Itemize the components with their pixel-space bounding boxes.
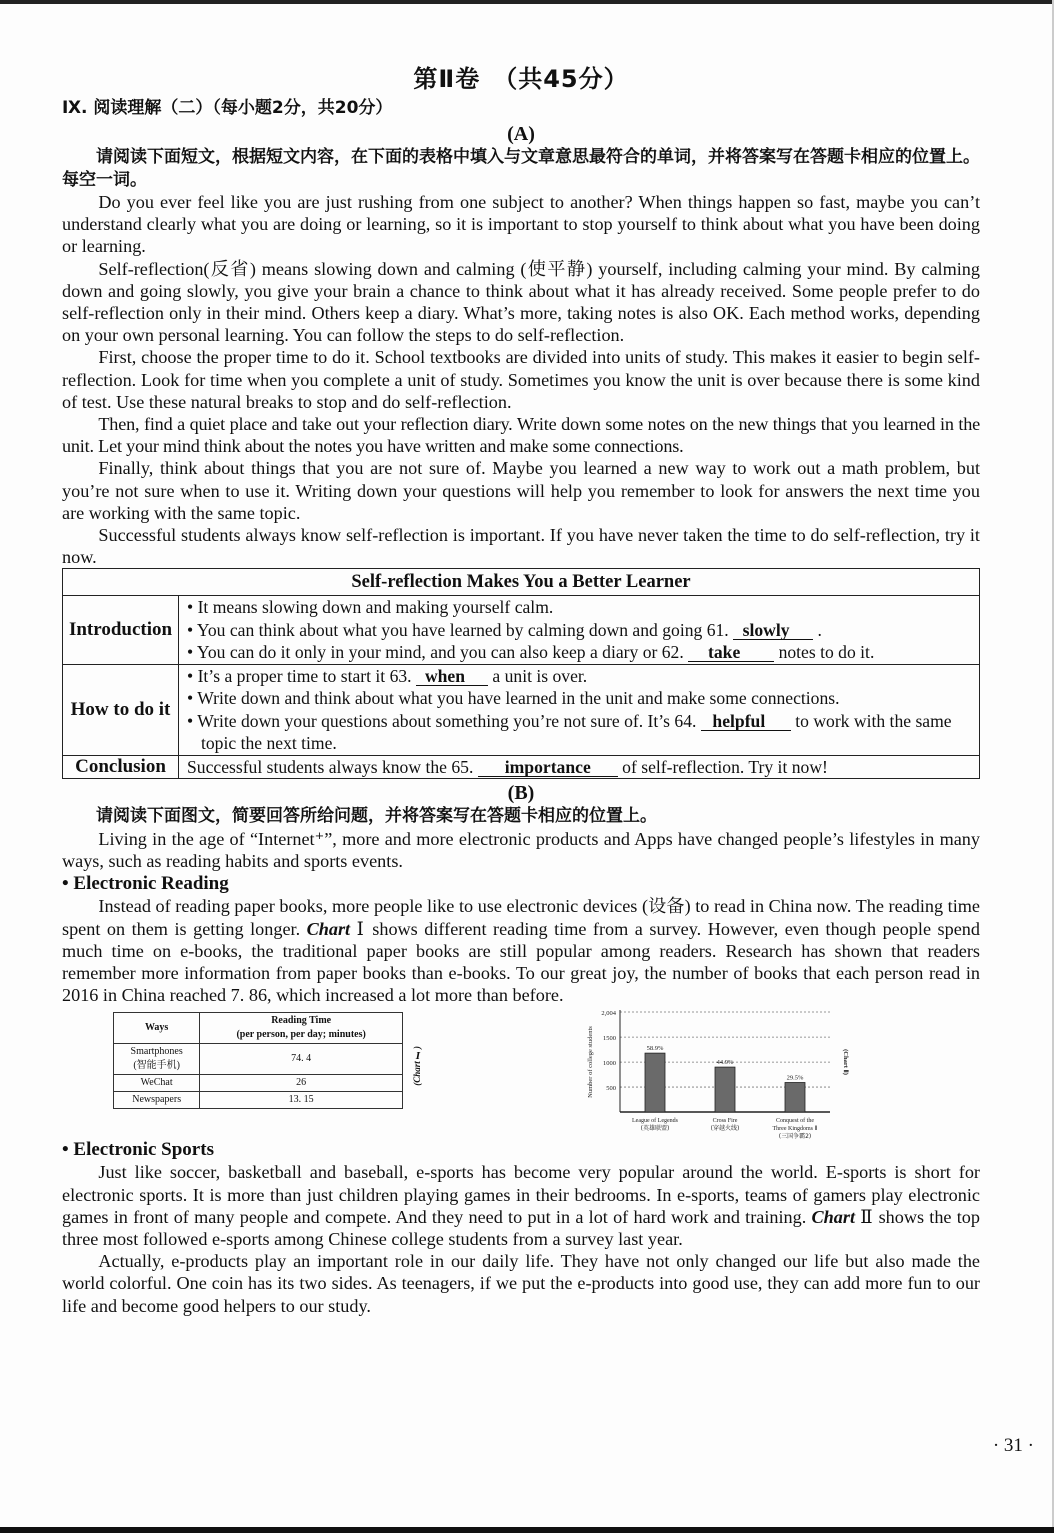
- summary-line: [187, 665, 971, 688]
- summary-line: [187, 757, 828, 777]
- bar-data-label: 58.9%: [646, 1045, 664, 1053]
- chart-1-header-time-text: Reading Time: [271, 1015, 332, 1027]
- summary-line-text: a unit is over.: [492, 665, 588, 686]
- exam-page: [62, 62, 980, 1317]
- summary-line-text: It’s a proper time to start it 63.: [197, 665, 412, 686]
- scan-bottom-edge: [0, 1527, 1054, 1533]
- reading-text-1: Instead of reading paper books, more people like to use electronic devices (设备) to read in China now. The reading time spent on them is getting longer.: [62, 896, 980, 939]
- electronic-sports-heading-text: Electronic Sports: [73, 1139, 214, 1161]
- answer-blank[interactable]: take: [688, 643, 774, 662]
- bullet-icon: •: [187, 710, 198, 731]
- reading-text-2: Ⅰ shows different reading time from a survey. However, even though people spend much time on e-books, the traditional paper books are still popular among readers. Research has shown that readers remember more information from paper books than e-books. To our great joy, the number of books that each person read in 2016 in China reached 7. 86, which increased a lot more than before.: [62, 918, 980, 1006]
- page-number: · 31 ·: [992, 1435, 1034, 1456]
- bullet-icon: •: [187, 642, 197, 663]
- summary-line-text: You can do it only in your mind, and you can also keep a diary or 62.: [196, 642, 684, 663]
- chart-1-row: [114, 1044, 403, 1075]
- summary-line-text: You can think about what you have learned by calming down and going 61.: [196, 619, 729, 640]
- chart-1-way: WeChat: [140, 1077, 173, 1089]
- y-axis-label: Number of college students: [587, 1026, 594, 1099]
- summary-line: [187, 687, 971, 710]
- passage-paragraph: First, choose the proper time to do it. School textbooks are divided into units of study. This makes it easier to begin self-reflection. Look for time when you complete a unit of study. Sometimes you know the unit is over because there is some kind of test. Use these natural breaks to stop and do self-reflection.: [62, 347, 980, 412]
- x-tick-label: League of Legends: [632, 1118, 678, 1125]
- passage-paragraph: Then, find a quiet place and take out your reflection diary. Write down some notes on the new things that you learned in the unit. Let your mind think about the notes you have written and make some connections.: [62, 414, 980, 457]
- bar-data-label: 29.5%: [786, 1074, 804, 1082]
- electronic-reading-paragraph: [62, 895, 980, 1006]
- bar: [715, 1067, 735, 1112]
- chart-1-way-cn: (智能手机): [133, 1060, 180, 1072]
- answer-blank[interactable]: helpful: [701, 712, 791, 731]
- chart-1-header-unit: (per person, per day; minutes): [236, 1029, 366, 1041]
- summary-line: [187, 596, 971, 619]
- summary-line-text: Write down and think about what you have learned in the unit and make some connections.: [197, 688, 840, 709]
- answer-blank[interactable]: when: [416, 667, 488, 686]
- chart-1-way-cell: [114, 1044, 200, 1075]
- answer-blank[interactable]: slowly: [733, 621, 813, 640]
- bar: [785, 1083, 805, 1112]
- summary-row-label: Conclusion: [63, 755, 179, 779]
- chart-1-way-cell: [114, 1075, 200, 1092]
- part-a-passage: [62, 191, 980, 568]
- electronic-reading-heading: [62, 872, 980, 895]
- passage-paragraph: Finally, think about things that you are not sure of. Maybe you learned a new way to work out a math problem, but you’re not sure when to use it. Writing down your questions will help you remember to look for answers the next time you are working with the same topic.: [62, 458, 980, 523]
- x-tick-label-cn: (三国争霸2): [778, 1133, 812, 1141]
- chart-2-caption: (Chart Ⅱ): [842, 1049, 849, 1076]
- chart-1-header-ways: Ways: [114, 1013, 200, 1044]
- chart-ref: Chart: [811, 1206, 856, 1227]
- answer-blank[interactable]: importance: [478, 758, 618, 777]
- part-a-instruction: 请阅读下面短文，根据短文内容，在下面的表格中填入与文章意思最符合的单词，并将答案写在答题卡相应的位置上。每空一词。: [62, 147, 980, 190]
- chart-1-table: [113, 1012, 403, 1109]
- summary-line-text: .: [817, 619, 822, 640]
- summary-line-text: of self-reflection. Try it now!: [622, 756, 828, 777]
- x-tick-label-cn: (英雄联盟): [640, 1125, 670, 1133]
- chart-1-way-cell: [114, 1092, 200, 1109]
- electronic-reading-heading-text: Electronic Reading: [73, 873, 229, 895]
- part-b-intro: Living in the age of “Internet⁺”, more and more electronic products and Apps have changed people’s lifestyles in many ways, such as reading habits and sports events.: [62, 828, 980, 872]
- x-tick-label: Conquest of the: [776, 1118, 814, 1125]
- bar: [645, 1053, 665, 1112]
- bullet-icon: •: [187, 597, 198, 618]
- sports-text-1: Just like soccer, basketball and baseball, e-sports has become very popular around the world. E-sports is short for electronic sports. It is more than just children playing games in their bedrooms. In e-sports, teams of gamers play electronic games in front of many people and compete. And they need to put in a lot of hard work and training.: [62, 1162, 980, 1227]
- summary-line-text: Write down your questions about something you’re not sure of. It’s 64.: [197, 710, 697, 731]
- summary-row: [63, 596, 980, 665]
- chart-1-row: [114, 1092, 403, 1109]
- summary-line: [187, 641, 971, 664]
- chart-1-value: 26: [200, 1075, 403, 1092]
- summary-row-content: [179, 664, 980, 755]
- chart-1-way: Smartphones: [130, 1046, 183, 1058]
- y-tick-label: 1500: [603, 1035, 616, 1043]
- x-tick-label-cn: (穿越火线): [710, 1125, 740, 1133]
- bullet-icon: •: [62, 1139, 74, 1161]
- summary-row-content: [179, 596, 980, 665]
- summary-line-text: to work with the same topic the next time.: [201, 710, 952, 754]
- chart-ref: Chart: [306, 918, 351, 939]
- section-heading: Ⅸ. 阅读理解（二）（每小题2分，共20分）: [62, 98, 393, 118]
- summary-line-text: Successful students always know the 65.: [187, 756, 474, 777]
- summary-line-text: notes to do it.: [778, 642, 875, 663]
- summary-line: [187, 619, 971, 642]
- sports-text-2: Ⅱ shows the top three most followed e-sports among Chinese college students from a survey last year.: [62, 1206, 980, 1249]
- x-tick-label: Three Kingdoms Ⅱ: [772, 1126, 818, 1133]
- summary-line: [187, 710, 971, 755]
- bullet-icon: •: [187, 619, 197, 640]
- closing-paragraph: Actually, e-products play an important role in our daily life. They have not only changed our life but also made the world colorful. One coin has its two sides. As teenagers, if we put the e-products into good use, they can add more fun to our life and become good helpers to our study.: [62, 1251, 980, 1316]
- summary-row-content: [179, 755, 980, 779]
- summary-table-title: Self-reflection Makes You a Better Learner: [63, 569, 980, 596]
- part-a-label: (A): [507, 123, 535, 145]
- part-b-label: (B): [507, 782, 535, 805]
- summary-line-text: It means slowing down and making yourself calm.: [197, 597, 554, 618]
- paper-title: 第Ⅱ卷 （共45分）: [413, 65, 629, 93]
- chart-1-value: 13. 15: [200, 1092, 403, 1109]
- passage-paragraph: Self-reflection(反省) means slowing down and calming (使平静) yourself, including calming your mind. By calming down and going slowly, you give your brain a chance to think about what it has already received. Some people prefer to do self-reflection only in their mind. Others keep a diary. What’s more, taking notes is also OK. Each method works, depending on your own personal learning. You can follow the steps to do self-reflection.: [62, 258, 980, 346]
- part-b-instruction: 请阅读下面图文，简要回答所给问题，并将答案写在答题卡相应的位置上。: [96, 806, 657, 827]
- electronic-sports-paragraph: [62, 1161, 980, 1250]
- summary-table: [62, 568, 980, 779]
- scan-top-edge: [0, 0, 1054, 4]
- bullet-icon: •: [187, 665, 198, 686]
- y-tick-label: 500: [606, 1085, 616, 1093]
- bar-data-label: 44.9%: [716, 1059, 734, 1067]
- chart-2-bar-chart: [580, 1002, 870, 1142]
- y-tick-label: 1000: [603, 1060, 616, 1068]
- summary-row: [63, 664, 980, 755]
- summary-row: [63, 755, 980, 779]
- chart-1-row: [114, 1075, 403, 1092]
- x-tick-label: Cross Fire: [712, 1118, 738, 1125]
- bullet-icon: •: [62, 873, 74, 895]
- summary-row-label: Introduction: [63, 596, 179, 665]
- summary-row-label: How to do it: [63, 664, 179, 755]
- charts-row: [62, 1006, 980, 1141]
- chart-1-header-time: [200, 1013, 403, 1044]
- chart-1-value: 74. 4: [200, 1044, 403, 1075]
- y-tick-label: 2,004: [601, 1010, 616, 1018]
- bullet-icon: •: [187, 688, 198, 709]
- chart-1-way: Newspapers: [132, 1094, 182, 1106]
- passage-paragraph: Successful students always know self-reflection is important. If you have never taken the time to do self-reflection, try it now.: [62, 525, 980, 568]
- passage-paragraph: Do you ever feel like you are just rushing from one subject to another? When things happen so fast, maybe you can’t understand clearly what you are doing or learning, so it is important to stop yourself to think about what you have been doing or learning.: [62, 192, 980, 257]
- chart-1-caption: (Chart Ⅰ): [412, 1046, 422, 1087]
